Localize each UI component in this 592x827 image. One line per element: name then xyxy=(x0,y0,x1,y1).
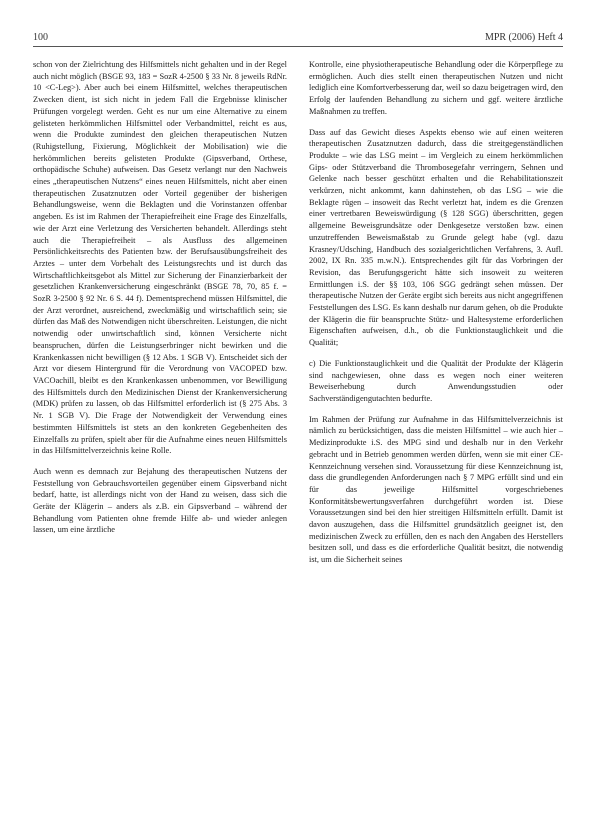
paragraph: Kontrolle, eine physiotherapeutische Behandlung oder die Körperpflege zu ermöglichen. Auch dies stellt einen therapeutischen Nutzen und nicht lediglich eine Komfortverbesserung dar, weil so dazu beigetragen wird, den Erfolg der laufenden Behandlung zu sichern und ggf. weitere ärztliche Maßnahmen zu treffen. xyxy=(309,60,563,116)
document-page xyxy=(33,31,563,811)
left-column xyxy=(33,59,287,575)
paragraph: c) Die Funktionstauglichkeit und die Qualität der Produkte der Klägerin sind nachgewiesen, ohne dass es wegen noch einer weiteren Beweiserhebung durch Anwendungsstudien oder Sachverständigengutachten bedurfte. xyxy=(309,358,563,403)
paragraph: schon von der Zielrichtung des Hilfsmittels nicht gehalten und in der Regel auch nicht möglich (BSGE 93, 183 = SozR 4-2500 § 33 Nr. 8 jeweils RdNr. 10 <C-Leg>). Aber auch bei einem Hilfsmittel, welches therapeutischen Zwecken dient, ist sich nicht in jedem Fall die Ergebnisse klinischer Prüfungen vorgelegt werden. Geht es nur um eine Alternative zu einem gelisteten herkömmlichen Hilfsmittel oder Verbandmittel, reicht es aus, wenn die Produkte zumindest den gleichen therapeutischen Nutzen (Ruhigstellung, Fixierung, Möglichkeit der Mobilisation) wie die herkömmlichen bereits gelisteten Produkte (Gipsverband, Orthese, orthopädische Schuhe) aufweisen. Das Gesetz verlangt nur den Nachweis eines „therapeutischen Nutzens“ eines neuen Hilfsmittels, nicht aber einen therapeutischen Zusatznutzen oder Vorteil gegenüber der bisherigen Behandlungsweise, wenn die Beklagten und die Vorinstanzen offenbar angeben. Es ist im Rahmen der Therapiefreiheit eine Frage des Einzelfalls, wie der Arzt eine Verletzung des Versicherten behandelt. Allerdings steht auch die Therapiefreiheit – als Ausfluss des allgemeinen Persönlichkeitsrechts des Patienten bzw. der Berufsausübungsfreiheit des Arztes – unter dem Vorbehalt des Leistungsrechts und ist durch das Wirtschaftlichkeitsgebot als Mittel zur Sicherung der Finanzierbarkeit der gesetzlichen Krankenversicherung eingeschränkt (BSGE 78, 70, 85 f. = SozR 3-2500 § 92 Nr. 6 S. 44 f). Dementsprechend müssen Hilfsmittel, die der Arzt verordnet, ausreichend, zweckmäßig und wirtschaftlich sein; sie dürfen das Maß des Notwendigen nicht überschreiten. Leistungen, die nicht notwendig oder unwirtschaftlich sind, können Versicherte nicht beanspruchen, dürfen die Leistungserbringer nicht bewirken und die Krankenkassen nicht bewilligen (§ 12 Abs. 1 SGB V). Entscheidet sich der Arzt vor diesem Hintergrund für die Verordnung von VACOPED bzw. VACOachill, bleibt es den Krankenkassen unbenommen, vor Bewilligung des Hilfsmittels durch den Medizinischen Dienst der Krankenversicherung (MDK) prüfen zu lassen, ob das Hilfsmittel erforderlich ist (§ 275 Abs. 3 Nr. 1 SGB V). Die Frage der Notwendigkeit der Verwendung eines bestimmten Hilfsmittels ist stets an den konkreten Gegebenheiten des Einzelfalls zu prüfen, spielt aber für die Aufnahme eines neuen Hilfsmittels in das Hilfsmittelverzeichnis keine Rolle. xyxy=(33,60,287,456)
running-head: MPR (2006) Heft 4 xyxy=(484,32,563,43)
two-column-body xyxy=(33,59,563,575)
header-rule xyxy=(33,46,563,47)
paragraph: Auch wenn es demnach zur Bejahung des therapeutischen Nutzens der Feststellung von Gebrauchsvorteilen gegenüber einem Gipsverband nicht bedarf, hatte, ist allerdings nicht von der Hand zu weisen, dass sich die Geräte der Klägerin – anders als z.B. ein Gipsverband – während der Behandlung vom Patienten ohne fremde Hilfe ab- und wieder anlegen lassen, um eine ärztliche xyxy=(33,466,287,535)
paragraph: Dass auf das Gewicht dieses Aspekts ebenso wie auf einen weiteren therapeutischen Zusatznutzen dadurch, dass die streitgegenständlichen Produkte – wie das LSG meint – im Vergleich zu einem herkömmlichen Gips- oder Stützverband die Thrombosegefahr verringern, Sehnen und Gelenke nach besser geschützt erhalten und die Rehabilitationszeit verkürzen, nicht ankommt, kann dahinstehen, ob das LSG – wie die Beklagte rügen – insoweit das Recht verletzt hat, indem es die Grenzen einer vertretbaren Beweiswürdigung (§ 128 SGG) überschritten, gegen allgemeine Beweisgrundsätze oder Denkgesetze verstoßen bzw. einen unzutreffenden Beweismaßstab zu Grunde gelegt habe (vgl. dazu Krasney/Udsching, Handbuch des sozialgerichtlichen Verfahrens, 3. Aufl. 2002, IX Rn. 335 m.w.N.). Entsprechendes gilt für das Vorbringen der Revision, das Berufungsgericht hätte sich insoweit zu weiteren Ermittlungen i.S. der §§ 103, 106 SGG gedrängt sehen müssen. Der therapeutische Nutzen der Geräte ergibt sich bereits aus nicht angegriffenen Feststellungen des LSG. Es kann deshalb nur darum gehen, ob die Produkte der Klägerin die für beanspruchte Stütz- und Haltesysteme erforderlichen Eigenschaften aufweisen, d.h., ob die Funktionstauglichkeit und die Qualität; xyxy=(309,127,563,348)
page-header xyxy=(33,31,563,45)
page-number: 100 xyxy=(33,32,48,43)
paragraph: Im Rahmen der Prüfung zur Aufnahme in das Hilfsmittelverzeichnis ist nämlich zu berücksichtigen, dass die meisten Hilfsmittel – wie auch hier – Medizinprodukte i.S. des MPG sind und deshalb nur in den Verkehr gebracht und in Betrieb genommen werden dürfen, wenn sie mit einer CE-Kennzeichnung versehen sind. Voraussetzung für diese Kennzeichnung ist, dass die grundlegenden Anforderungen nach § 7 MPG erfüllt sind und ein für das jeweilige Hilfsmittel vorgeschriebenes Konformitätsbewertungsverfahren durchgeführt worden ist. Diese Voraussetzungen sind bei den hier streitigen Hilfsmitteln erfüllt. Damit ist davon auszugehen, dass die Hilfsmittel grundsätzlich geeignet ist, den medizinischen Zweck zu erfüllen, den es nach den Angaben des Herstellers besitzen soll, und dass es die erforderliche Qualität besitzt, die notwendig ist, um die Sicherheit seines xyxy=(309,414,563,565)
right-column xyxy=(309,59,563,575)
